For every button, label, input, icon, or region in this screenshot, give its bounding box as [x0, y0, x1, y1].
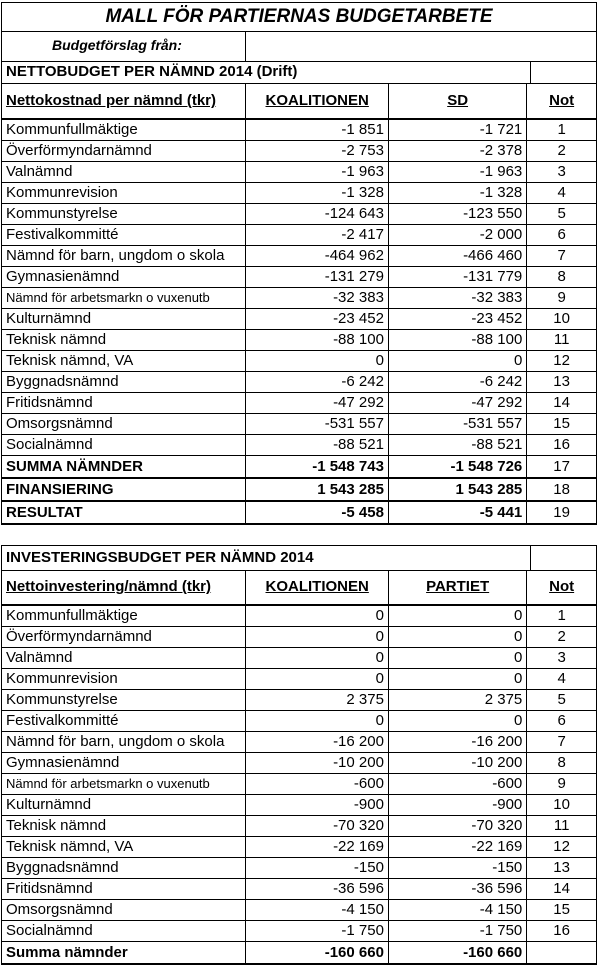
row-name-cell[interactable]: Festivalkommitté	[2, 225, 246, 246]
party-value-cell[interactable]: -131 779	[388, 267, 526, 288]
column-divider	[245, 31, 246, 61]
party-value-cell[interactable]: -466 460	[388, 246, 526, 267]
not-cell[interactable]: 7	[527, 732, 597, 753]
table-row	[2, 183, 597, 204]
total-party-cell[interactable]: -5 441	[388, 501, 526, 524]
not-cell[interactable]: 2	[527, 141, 597, 162]
table-row	[2, 393, 597, 414]
koalitionen-value-cell[interactable]: -131 279	[246, 267, 389, 288]
total-row	[2, 501, 597, 524]
row-name-cell[interactable]: Kulturnämnd	[2, 795, 246, 816]
table-row	[2, 669, 597, 690]
invest-table	[1, 570, 597, 965]
row-name-cell[interactable]: Omsorgsnämnd	[2, 900, 246, 921]
row-name-cell[interactable]: Gymnasienämnd	[2, 753, 246, 774]
koalitionen-value-cell[interactable]: -88 100	[246, 330, 389, 351]
table-row	[2, 627, 597, 648]
table-row	[2, 435, 597, 456]
row-name-cell[interactable]: Nämnd för arbetsmarkn o vuxenutb	[2, 288, 246, 309]
not-cell[interactable]: 11	[527, 816, 597, 837]
row-name-cell[interactable]: Byggnadsnämnd	[2, 372, 246, 393]
row-name-cell[interactable]: Kommunfullmäktige	[2, 605, 246, 627]
party-value-cell[interactable]: -47 292	[388, 393, 526, 414]
party-value-cell[interactable]: -23 452	[388, 309, 526, 330]
row-name-cell[interactable]: Kommunstyrelse	[2, 204, 246, 225]
total-koalitionen-cell[interactable]: -5 458	[246, 501, 389, 524]
koalitionen-value-cell[interactable]: 0	[246, 669, 389, 690]
not-cell[interactable]: 3	[527, 648, 597, 669]
total-not-cell[interactable]: 18	[527, 478, 597, 501]
koalitionen-value-cell[interactable]: 0	[246, 627, 389, 648]
party-value-cell[interactable]: -900	[388, 795, 526, 816]
not-cell[interactable]: 7	[527, 246, 597, 267]
netto-table-body	[2, 84, 597, 524]
total-koalitionen-cell[interactable]: -1 548 743	[246, 456, 389, 479]
not-cell[interactable]: 13	[527, 858, 597, 879]
row-name-cell[interactable]: Teknisk nämnd	[2, 330, 246, 351]
row-name-cell[interactable]: Nämnd för arbetsmarkn o vuxenutb	[2, 774, 246, 795]
total-koalitionen-cell[interactable]: 1 543 285	[246, 478, 389, 501]
total-row	[2, 942, 597, 965]
row-name-cell[interactable]: Gymnasienämnd	[2, 267, 246, 288]
total-not-cell[interactable]	[527, 942, 597, 965]
koalitionen-value-cell[interactable]: -531 557	[246, 414, 389, 435]
table-row	[2, 879, 597, 900]
table-row	[2, 330, 597, 351]
not-cell[interactable]: 4	[527, 669, 597, 690]
row-name-cell[interactable]: Socialnämnd	[2, 435, 246, 456]
total-name-cell[interactable]: Summa nämnder	[2, 942, 246, 965]
party-value-cell[interactable]: 0	[388, 648, 526, 669]
table-row	[2, 351, 597, 372]
koalitionen-value-cell[interactable]: -88 521	[246, 435, 389, 456]
koalitionen-value-cell[interactable]: 0	[246, 648, 389, 669]
total-row	[2, 456, 597, 479]
header-name: Nettokostnad per nämnd (tkr)	[2, 84, 246, 119]
koalitionen-value-cell[interactable]: -4 150	[246, 900, 389, 921]
table-row	[2, 288, 597, 309]
not-cell[interactable]: 12	[527, 837, 597, 858]
invest-section-title: INVESTERINGSBUDGET PER NÄMND 2014	[6, 549, 314, 566]
not-cell[interactable]: 10	[527, 309, 597, 330]
koalitionen-value-cell[interactable]: -464 962	[246, 246, 389, 267]
koalitionen-value-cell[interactable]: 0	[246, 605, 389, 627]
koalitionen-value-cell[interactable]: -2 417	[246, 225, 389, 246]
row-name-cell[interactable]: Fritidsnämnd	[2, 393, 246, 414]
not-cell[interactable]: 8	[527, 267, 597, 288]
koalitionen-value-cell[interactable]: -124 643	[246, 204, 389, 225]
party-value-cell[interactable]: -1 750	[388, 921, 526, 942]
row-name-cell[interactable]: Valnämnd	[2, 648, 246, 669]
table-row	[2, 648, 597, 669]
koalitionen-value-cell[interactable]: 0	[246, 351, 389, 372]
invest-section-header	[1, 545, 597, 571]
party-value-cell[interactable]: -32 383	[388, 288, 526, 309]
row-name-cell[interactable]: Nämnd för barn, ungdom o skola	[2, 732, 246, 753]
total-name-cell[interactable]: SUMMA NÄMNDER	[2, 456, 246, 479]
total-koalitionen-cell[interactable]: -160 660	[246, 942, 389, 965]
party-value-cell[interactable]: -4 150	[388, 900, 526, 921]
total-name-cell[interactable]: FINANSIERING	[2, 478, 246, 501]
not-cell[interactable]: 6	[527, 711, 597, 732]
table-row	[2, 921, 597, 942]
not-cell[interactable]: 12	[527, 351, 597, 372]
header-koalitionen: KOALITIONEN	[246, 570, 389, 605]
table-row	[2, 858, 597, 879]
header-koalitionen: KOALITIONEN	[246, 84, 389, 119]
row-name-cell[interactable]: Kulturnämnd	[2, 309, 246, 330]
table-row	[2, 795, 597, 816]
party-value-cell[interactable]: -22 169	[388, 837, 526, 858]
party-value-cell[interactable]: -1 963	[388, 162, 526, 183]
party-value-cell[interactable]: -531 557	[388, 414, 526, 435]
table-row	[2, 309, 597, 330]
table-row	[2, 141, 597, 162]
not-cell[interactable]: 14	[527, 879, 597, 900]
party-value-cell[interactable]: -88 521	[388, 435, 526, 456]
not-cell[interactable]: 9	[527, 288, 597, 309]
header-party: SD	[388, 84, 526, 119]
table-row	[2, 690, 597, 711]
invest-table-body	[2, 570, 597, 964]
party-value-cell[interactable]: -2 000	[388, 225, 526, 246]
header-not: Not	[527, 570, 597, 605]
total-name-cell[interactable]: RESULTAT	[2, 501, 246, 524]
table-row	[2, 372, 597, 393]
netto-section-header	[1, 61, 597, 84]
row-name-cell[interactable]: Socialnämnd	[2, 921, 246, 942]
total-party-cell[interactable]: -160 660	[388, 942, 526, 965]
not-cell[interactable]: 3	[527, 162, 597, 183]
table-row	[2, 225, 597, 246]
party-value-cell[interactable]: -1 721	[388, 119, 526, 141]
proposal-row	[1, 31, 597, 62]
row-name-cell[interactable]: Överförmyndarnämnd	[2, 141, 246, 162]
party-value-cell[interactable]: 2 375	[388, 690, 526, 711]
party-value-cell[interactable]: 0	[388, 627, 526, 648]
row-name-cell[interactable]: Kommunrevision	[2, 669, 246, 690]
party-value-cell[interactable]: -123 550	[388, 204, 526, 225]
row-name-cell[interactable]: Byggnadsnämnd	[2, 858, 246, 879]
not-cell[interactable]: 4	[527, 183, 597, 204]
koalitionen-value-cell[interactable]: -1 851	[246, 119, 389, 141]
not-cell[interactable]: 13	[527, 372, 597, 393]
not-cell[interactable]: 6	[527, 225, 597, 246]
table-row	[2, 816, 597, 837]
koalitionen-value-cell[interactable]: -32 383	[246, 288, 389, 309]
koalitionen-value-cell[interactable]: -1 963	[246, 162, 389, 183]
not-cell[interactable]: 1	[527, 119, 597, 141]
party-value-cell[interactable]: -6 242	[388, 372, 526, 393]
not-cell[interactable]: 16	[527, 435, 597, 456]
row-name-cell[interactable]: Kommunfullmäktige	[2, 119, 246, 141]
not-cell[interactable]: 8	[527, 753, 597, 774]
netto-table	[1, 84, 597, 525]
table-row	[2, 414, 597, 435]
table-row	[2, 753, 597, 774]
party-value-cell[interactable]: -600	[388, 774, 526, 795]
table-row	[2, 267, 597, 288]
table-row	[2, 732, 597, 753]
table-row	[2, 837, 597, 858]
sheet-title: MALL FÖR PARTIERNAS BUDGETARBETE	[1, 2, 597, 32]
koalitionen-value-cell[interactable]: -900	[246, 795, 389, 816]
row-name-cell[interactable]: Festivalkommitté	[2, 711, 246, 732]
koalitionen-value-cell[interactable]: -36 596	[246, 879, 389, 900]
table-row	[2, 162, 597, 183]
total-not-cell[interactable]: 19	[527, 501, 597, 524]
koalitionen-value-cell[interactable]: -10 200	[246, 753, 389, 774]
not-cell[interactable]: 5	[527, 204, 597, 225]
not-cell[interactable]: 15	[527, 900, 597, 921]
koalitionen-value-cell[interactable]: -16 200	[246, 732, 389, 753]
party-value-cell[interactable]: -1 328	[388, 183, 526, 204]
table-row	[2, 119, 597, 141]
total-row	[2, 478, 597, 501]
total-party-cell[interactable]: 1 543 285	[388, 478, 526, 501]
party-value-cell[interactable]: -150	[388, 858, 526, 879]
koalitionen-value-cell[interactable]: -150	[246, 858, 389, 879]
koalitionen-value-cell[interactable]: -6 242	[246, 372, 389, 393]
koalitionen-value-cell[interactable]: -70 320	[246, 816, 389, 837]
header-party: PARTIET	[388, 570, 526, 605]
not-cell[interactable]: 1	[527, 605, 597, 627]
row-name-cell[interactable]: Omsorgsnämnd	[2, 414, 246, 435]
row-name-cell[interactable]: Kommunrevision	[2, 183, 246, 204]
table-row	[2, 711, 597, 732]
row-name-cell[interactable]: Överförmyndarnämnd	[2, 627, 246, 648]
party-value-cell[interactable]: -10 200	[388, 753, 526, 774]
proposal-label: Budgetförslag från:	[52, 37, 182, 53]
koalitionen-value-cell[interactable]: 2 375	[246, 690, 389, 711]
koalitionen-value-cell[interactable]: -600	[246, 774, 389, 795]
row-name-cell[interactable]: Teknisk nämnd, VA	[2, 351, 246, 372]
netto-section-title: NETTOBUDGET PER NÄMND 2014 (Drift)	[6, 63, 298, 80]
total-party-cell[interactable]: -1 548 726	[388, 456, 526, 479]
not-cell[interactable]: 5	[527, 690, 597, 711]
header-name: Nettoinvestering/nämnd (tkr)	[2, 570, 246, 605]
koalitionen-value-cell[interactable]: -22 169	[246, 837, 389, 858]
not-cell[interactable]: 10	[527, 795, 597, 816]
row-name-cell[interactable]: Fritidsnämnd	[2, 879, 246, 900]
row-name-cell[interactable]: Valnämnd	[2, 162, 246, 183]
row-name-cell[interactable]: Kommunstyrelse	[2, 690, 246, 711]
table-row	[2, 246, 597, 267]
party-value-cell[interactable]: 0	[388, 351, 526, 372]
header-not: Not	[527, 84, 597, 119]
table-header-row	[2, 84, 597, 119]
party-value-cell[interactable]: -16 200	[388, 732, 526, 753]
party-value-cell[interactable]: 0	[388, 669, 526, 690]
koalitionen-value-cell[interactable]: -1 328	[246, 183, 389, 204]
party-value-cell[interactable]: 0	[388, 605, 526, 627]
not-cell[interactable]: 11	[527, 330, 597, 351]
table-row	[2, 900, 597, 921]
party-value-cell[interactable]: -2 378	[388, 141, 526, 162]
party-value-cell[interactable]: -70 320	[388, 816, 526, 837]
koalitionen-value-cell[interactable]: 0	[246, 711, 389, 732]
party-value-cell[interactable]: 0	[388, 711, 526, 732]
koalitionen-value-cell[interactable]: -1 750	[246, 921, 389, 942]
table-row	[2, 774, 597, 795]
not-cell[interactable]: 2	[527, 627, 597, 648]
column-divider	[530, 546, 531, 570]
not-cell[interactable]: 15	[527, 414, 597, 435]
row-name-cell[interactable]: Nämnd för barn, ungdom o skola	[2, 246, 246, 267]
table-row	[2, 204, 597, 225]
koalitionen-value-cell[interactable]: -47 292	[246, 393, 389, 414]
table-row	[2, 605, 597, 627]
koalitionen-value-cell[interactable]: -23 452	[246, 309, 389, 330]
row-name-cell[interactable]: Teknisk nämnd	[2, 816, 246, 837]
party-value-cell[interactable]: -88 100	[388, 330, 526, 351]
not-cell[interactable]: 9	[527, 774, 597, 795]
table-header-row	[2, 570, 597, 605]
column-divider	[530, 61, 531, 83]
party-value-cell[interactable]: -36 596	[388, 879, 526, 900]
row-name-cell[interactable]: Teknisk nämnd, VA	[2, 837, 246, 858]
total-not-cell[interactable]: 17	[527, 456, 597, 479]
koalitionen-value-cell[interactable]: -2 753	[246, 141, 389, 162]
not-cell[interactable]: 14	[527, 393, 597, 414]
not-cell[interactable]: 16	[527, 921, 597, 942]
